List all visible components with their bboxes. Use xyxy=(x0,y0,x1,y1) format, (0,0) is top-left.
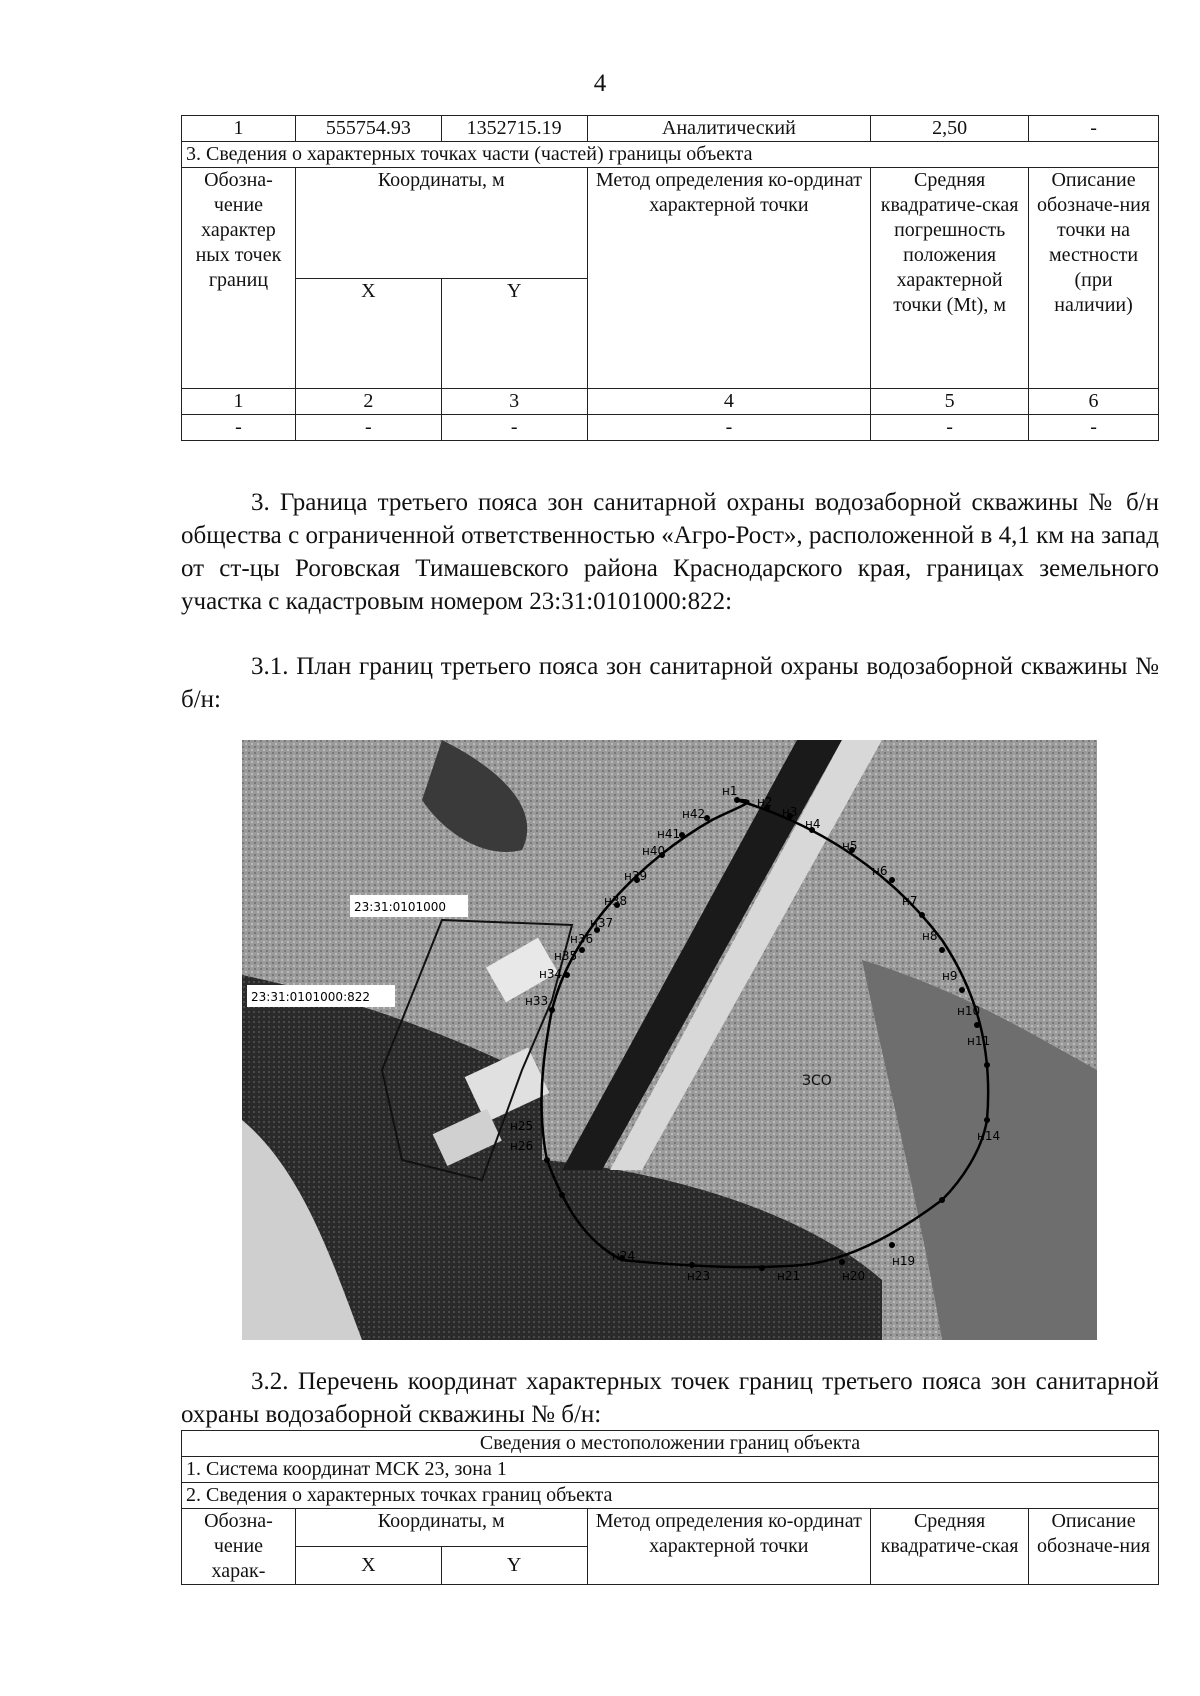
point-label: н20 xyxy=(842,1269,866,1283)
header-error: Средняя квадратиче-ская погрешность положения характерной точки (Mt), м xyxy=(871,168,1029,389)
table-cell: Аналитический xyxy=(587,116,871,142)
table-header-row xyxy=(182,1509,1159,1547)
header-designation: Обозна-чение характер ных точек границ xyxy=(182,168,296,389)
table-row xyxy=(182,389,1159,415)
point-label: н34 xyxy=(539,967,563,981)
table-cell: 555754.93 xyxy=(295,116,441,142)
cadastral-parcel-label: 23:31:0101000:822 xyxy=(251,990,371,1004)
point-label: н24 xyxy=(612,1249,636,1263)
point-label: н10 xyxy=(957,1004,981,1018)
header-y: Y xyxy=(441,1547,587,1585)
point-label: н14 xyxy=(977,1129,1001,1143)
column-number: 5 xyxy=(871,389,1029,415)
table-row xyxy=(182,142,1159,168)
column-number: 6 xyxy=(1029,389,1159,415)
point-label: н38 xyxy=(604,894,628,908)
point-label: н9 xyxy=(942,969,958,983)
paragraph-3-text: 3. Граница третьего пояса зон санитарной охраны водозаборной скважины № б/н общества с ограниченной ответственностью «Агро-Рост», расположенной в 4,1 км на запад от ст-цы Роговская Тимашевского района Краснодарского края, границах земельного участка с кадастровым номером 23:31:0101000:822: xyxy=(181,489,1159,615)
point-label: н35 xyxy=(554,949,578,963)
table-cell: 2,50 xyxy=(871,116,1029,142)
point-label: н33 xyxy=(525,994,549,1008)
table-cell: - xyxy=(182,415,296,441)
table-cell: - xyxy=(1029,116,1159,142)
point-label: н2 xyxy=(757,795,773,809)
point-label: н23 xyxy=(687,1269,711,1283)
point-label: н5 xyxy=(842,839,858,853)
point-label: н8 xyxy=(922,929,938,943)
header-method: Метод определения ко-ординат характерной точки xyxy=(587,168,871,389)
boundary-points-table xyxy=(181,115,1159,441)
boundary-coordinates-table xyxy=(181,1430,1159,1585)
column-number: 3 xyxy=(441,389,587,415)
point-label: н7 xyxy=(902,894,918,908)
point-label: н37 xyxy=(590,916,614,930)
table-row xyxy=(182,415,1159,441)
section-title: 2. Сведения о характерных точках границ объекта xyxy=(182,1483,1159,1509)
point-label: н6 xyxy=(872,864,888,878)
section-title: 3. Сведения о характерных точках части (частей) границы объекта xyxy=(182,142,1159,168)
paragraph-3-2-text: 3.2. Перечень координат характерных точек границ третьего пояса зон санитарной охраны водозаборной скважины № б/н: xyxy=(181,1368,1159,1428)
table-row xyxy=(182,1431,1159,1457)
coordinate-system: 1. Система координат МСК 23, зона 1 xyxy=(182,1457,1159,1483)
table-row xyxy=(182,116,1159,142)
boundary-map-image xyxy=(242,740,1097,1340)
point-label: н1 xyxy=(722,784,738,798)
point-label: н4 xyxy=(805,817,821,831)
table-cell: 1352715.19 xyxy=(441,116,587,142)
column-number: 2 xyxy=(295,389,441,415)
header-x: X xyxy=(295,278,441,389)
header-description: Описание обозначе-ния точки на местности (при наличии) xyxy=(1029,168,1159,389)
column-number: 1 xyxy=(182,389,296,415)
paragraph-3-1 xyxy=(181,650,1159,716)
point-label: н26 xyxy=(510,1139,534,1153)
point-label: н21 xyxy=(777,1269,801,1283)
table-header-row xyxy=(182,168,1159,279)
zone-label: ЗСО xyxy=(802,1073,832,1089)
table-cell: - xyxy=(441,415,587,441)
header-x: X xyxy=(295,1547,441,1585)
point-label: н36 xyxy=(570,932,594,946)
table-cell: 1 xyxy=(182,116,296,142)
point-label: н19 xyxy=(892,1254,916,1268)
page-number: 4 xyxy=(593,70,607,97)
point-label: н25 xyxy=(510,1119,534,1133)
table-cell: - xyxy=(871,415,1029,441)
header-error: Средняя квадратиче-ская xyxy=(871,1509,1029,1585)
table-cell: - xyxy=(1029,415,1159,441)
table-cell: - xyxy=(295,415,441,441)
header-designation: Обозна-чение харак- xyxy=(182,1509,296,1585)
point-label: н40 xyxy=(642,844,666,858)
point-label: н42 xyxy=(682,807,706,821)
header-coordinates: Координаты, м xyxy=(295,1509,587,1547)
header-method: Метод определения ко-ординат характерной точки xyxy=(587,1509,871,1585)
cadastral-block-label: 23:31:0101000 xyxy=(354,900,447,914)
table-row xyxy=(182,1457,1159,1483)
column-number: 4 xyxy=(587,389,871,415)
header-coordinates: Координаты, м xyxy=(295,168,587,279)
point-label: н41 xyxy=(657,827,681,841)
point-label: н3 xyxy=(782,805,798,819)
table-row xyxy=(182,1483,1159,1509)
header-description: Описание обозначе-ния xyxy=(1029,1509,1159,1585)
point-label: н39 xyxy=(624,869,648,883)
point-label: н11 xyxy=(967,1034,991,1048)
header-y: Y xyxy=(441,278,587,389)
paragraph-3-1-text: 3.1. План границ третьего пояса зон санитарной охраны водозаборной скважины № б/н: xyxy=(181,653,1159,713)
paragraph-3-2 xyxy=(181,1365,1159,1431)
paragraph-3 xyxy=(181,486,1159,618)
table-title: Сведения о местоположении границ объекта xyxy=(182,1431,1159,1457)
table-cell: - xyxy=(587,415,871,441)
